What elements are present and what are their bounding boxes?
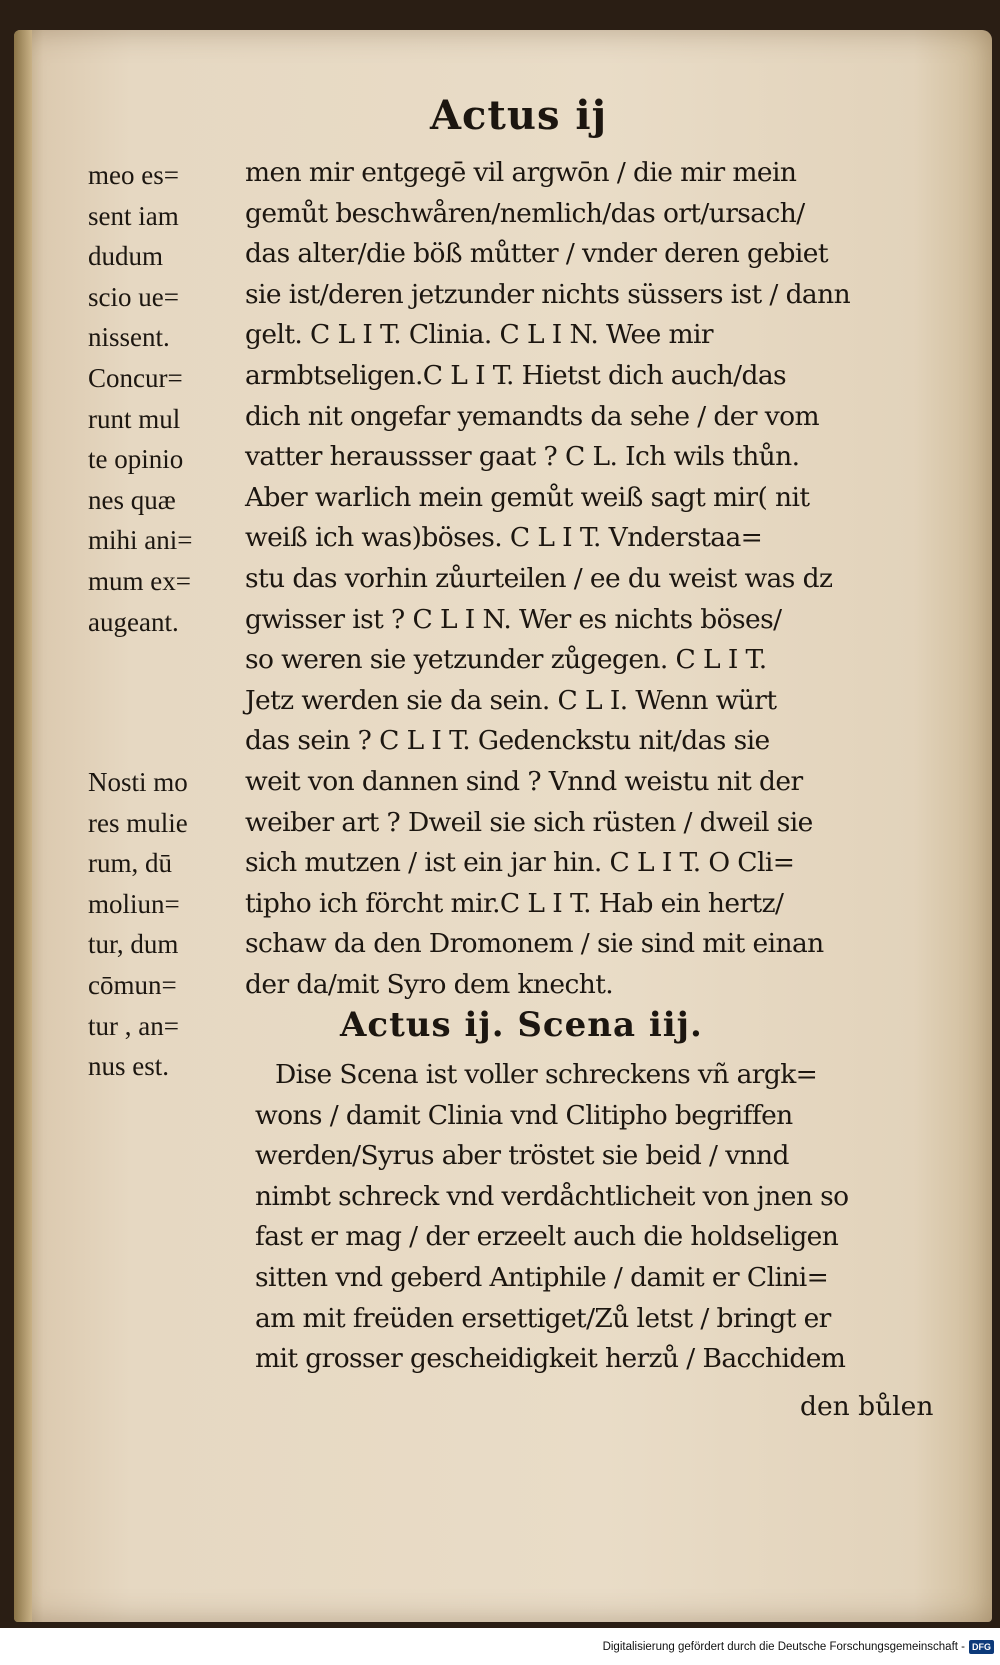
- margin-note-line: tur, dum: [88, 929, 179, 960]
- text-line: Aber warlich mein gemůt weiß sagt mir( nit: [245, 481, 810, 513]
- text-line: vatter heraussser gaat ? C L. Ich wils thůn.: [245, 441, 800, 473]
- summary-line: sitten vnd geberd Antiphile / damit er Clini=: [255, 1261, 829, 1293]
- summary-line: werden/Syrus aber tröstet sie beid / vnnd: [255, 1140, 789, 1172]
- text-line: sie ist/deren jetzunder nichts süssers ist / dann: [245, 278, 851, 310]
- dfg-logo: DFG: [969, 1640, 994, 1654]
- margin-note-line: runt mul: [88, 403, 181, 434]
- main-text-block: [245, 153, 925, 1005]
- summary-line: am mit freüden ersettiget/Zů letst / bringt er: [255, 1302, 831, 1334]
- text-line: gelt. C L I T. Clinia. C L I N. Wee mir: [245, 319, 713, 351]
- summary-line: nimbt schreck vnd verdåchtlicheit von jnen so: [255, 1180, 849, 1212]
- margin-note-line: tur , an=: [88, 1010, 179, 1041]
- credit-text: Digitalisierung gefördert durch die Deutsche Forschungsgemeinschaft -: [602, 1641, 965, 1653]
- text-line: weiber art ? Dweil sie sich rüsten / dweil sie: [245, 806, 813, 838]
- text-line: schaw da den Dromonem / sie sind mit einan: [245, 928, 824, 960]
- summary-line: Dise Scena ist voller schreckens vñ argk=: [275, 1059, 818, 1090]
- catchword: den bůlen: [800, 1391, 934, 1422]
- summary-line: fast er mag / der erzeelt auch die holdseligen: [255, 1221, 839, 1253]
- summary-line: wons / damit Clinia vnd Clitipho begriffen: [255, 1099, 793, 1131]
- margin-note-line: nus est.: [88, 1051, 169, 1082]
- margin-notes-second: [88, 762, 248, 1087]
- margin-note-line: cōmun=: [88, 969, 177, 1000]
- text-line: das sein ? C L I T. Gedenckstu nit/das sie: [245, 725, 770, 757]
- summary-line: mit grosser gescheidigkeit herzů / Bacchidem: [255, 1343, 846, 1375]
- text-line: weit von dannen sind ? Vnnd weistu nit der: [245, 765, 803, 797]
- text-line: gwisser ist ? C L I N. Wer es nichts böses/: [245, 603, 782, 635]
- margin-note-line: sent iam: [88, 200, 179, 231]
- margin-note-line: Nosti mo: [88, 767, 188, 797]
- page-heading: Actus ij: [430, 92, 608, 139]
- page-gutter: [14, 30, 32, 1622]
- text-line: armbtseligen.C L I T. Hietst dich auch/das: [245, 359, 787, 391]
- margin-note-line: Concur=: [88, 362, 183, 393]
- margin-note-line: dudum: [88, 241, 164, 272]
- text-line: das alter/die böß můtter / vnder deren gebiet: [245, 238, 828, 270]
- margin-note-line: mihi ani=: [88, 525, 193, 556]
- margin-note-line: te opinio: [88, 444, 184, 475]
- margin-note-line: res mulie: [88, 807, 188, 838]
- text-line: weiß ich was)böses. C L I T. Vnderstaa=: [245, 522, 763, 554]
- text-line: so weren sie yetzunder zůgegen. C L I T.: [245, 644, 767, 676]
- text-line: der da/mit Syro dem knecht.: [245, 968, 614, 1000]
- margin-note-line: mum ex=: [88, 565, 191, 596]
- margin-note-line: moliun=: [88, 888, 180, 919]
- scene-heading: Actus ij. Scena iij.: [340, 1005, 703, 1045]
- margin-note-line: nissent.: [88, 322, 170, 353]
- margin-note-line: scio ue=: [88, 281, 179, 312]
- margin-note-line: meo es=: [88, 160, 179, 190]
- margin-note-line: nes quæ: [88, 484, 176, 515]
- margin-note-line: augeant.: [88, 606, 179, 637]
- text-line: gemůt beschwåren/nemlich/das ort/ursach/: [245, 197, 805, 229]
- text-line: tipho ich förcht mir.C L I T. Hab ein hertz/: [245, 887, 784, 919]
- text-line: men mir entgegē vil argwōn / die mir mein: [245, 157, 797, 188]
- margin-note-line: rum, dū: [88, 848, 172, 879]
- text-line: Jetz werden sie da sein. C L I. Wenn würt: [245, 684, 777, 716]
- digitization-credit: [603, 1640, 994, 1654]
- margin-notes-first: [88, 155, 248, 642]
- text-line: stu das vorhin zůurteilen / ee du weist was dz: [245, 562, 833, 594]
- scene-summary: [255, 1055, 935, 1380]
- text-line: dich nit ongefar yemandts da sehe / der vom: [245, 400, 820, 432]
- text-line: sich mutzen / ist ein jar hin. C L I T. O Cli=: [245, 847, 795, 879]
